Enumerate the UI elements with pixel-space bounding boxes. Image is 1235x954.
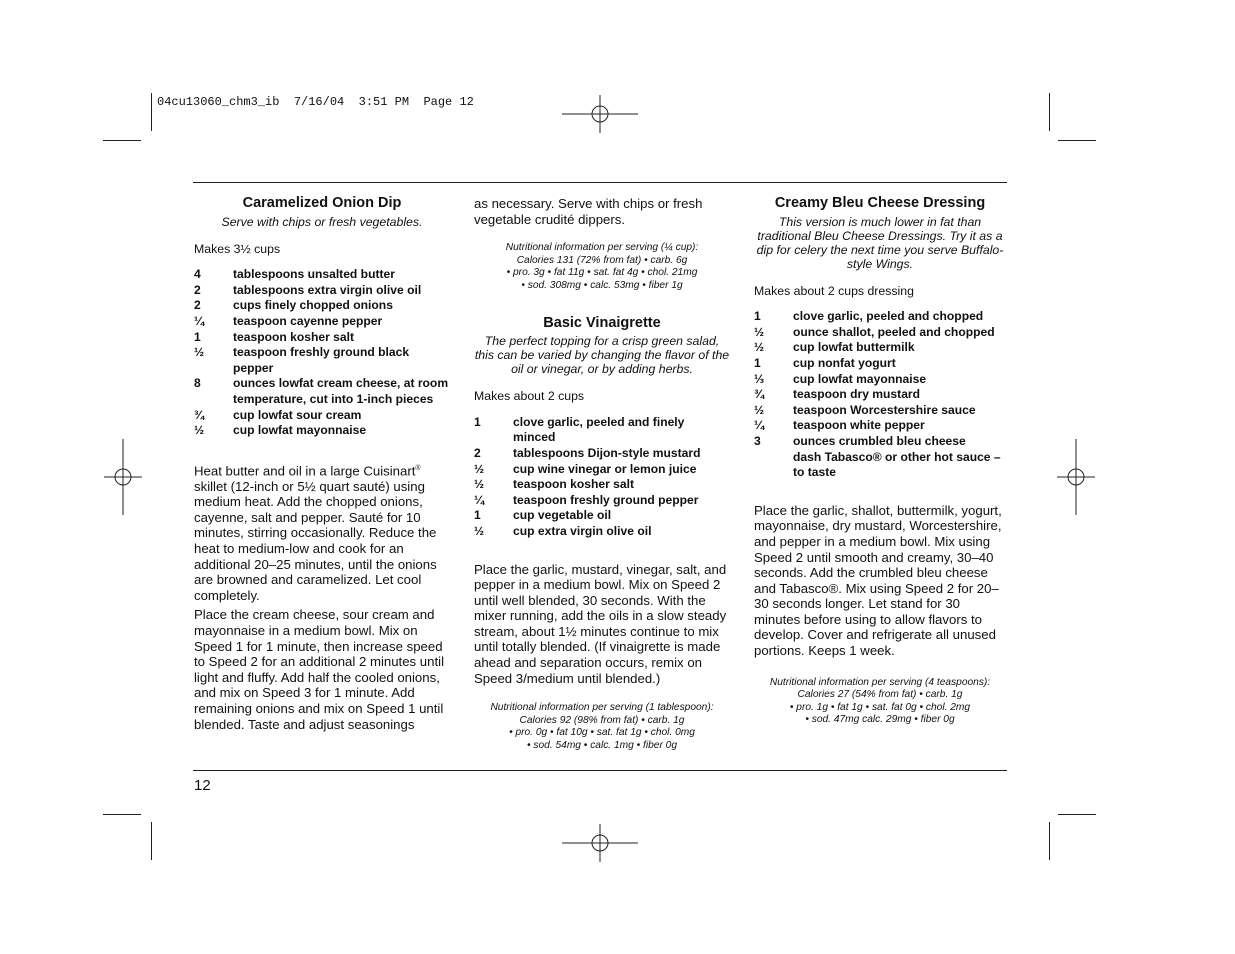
ingredient-quantity: 1 — [474, 414, 481, 429]
crop-mark — [103, 140, 141, 141]
ingredient-quantity: 1 — [194, 329, 201, 344]
ingredient-quantity: 1 — [754, 355, 761, 370]
column-3 — [754, 196, 1006, 727]
ingredient-text: ounces crumbled bleu cheese — [793, 433, 966, 448]
recipe-step: Place the garlic, mustard, vinegar, salt, and pepper in a medium bowl. Mix on Speed 2 until well blended, 30 seconds. With the mixer running, add the oils in a slow steady stream, about 1½ minutes continue to mix until totally blended. (If vinaigrette is made ahead and separation occurs, remix on Speed 3/medium until blended.) — [474, 561, 727, 686]
ingredient-quantity: ¾ — [194, 407, 205, 422]
nutrition-line: Nutritional information per serving (¼ cup): — [505, 242, 699, 254]
recipe-yield: Makes about 2 cups dressing — [754, 283, 914, 298]
column-2 — [474, 196, 730, 753]
recipe-title: Caramelized Onion Dip — [242, 195, 402, 211]
ingredient-text: teaspoon freshly ground black pepper — [233, 345, 410, 375]
nutrition-line: Nutritional information per serving (1 tablespoon): — [490, 702, 714, 714]
ingredient-item — [474, 524, 730, 540]
registration-mark-top — [562, 95, 638, 133]
ingredient-text: cup lowfat mayonnaise — [233, 423, 367, 438]
nutrition-line: • sod. 47mg calc. 29mg • fiber 0g — [805, 714, 955, 726]
ingredient-quantity: ½ — [194, 345, 205, 360]
ingredient-quantity: ½ — [194, 423, 205, 438]
recipe-intro: The perfect topping for a crisp green salad, this can be varied by changing the flavor of the oil or vinegar, or by adding herbs. — [474, 334, 730, 377]
nutrition-line: Calories 131 (72% from fat) • carb. 6g — [516, 254, 688, 266]
ingredient-item — [194, 423, 450, 439]
crop-mark — [151, 93, 152, 131]
page-number: 12 — [194, 777, 211, 794]
ingredient-item — [194, 283, 450, 299]
ingredient-quantity: ½ — [474, 477, 485, 492]
ingredient-text: teaspoon Worcestershire sauce — [793, 402, 976, 417]
ingredient-list — [474, 415, 730, 540]
ingredient-text: cup vegetable oil — [513, 508, 612, 523]
ingredient-text: teaspoon cayenne pepper — [233, 313, 383, 328]
ingredient-text: cup lowfat buttermilk — [793, 340, 915, 355]
nutrition-info — [754, 677, 1006, 727]
ingredient-text: cup lowfat mayonnaise — [793, 371, 927, 386]
nutrition-line: • sod. 54mg • calc. 1mg • fiber 0g — [527, 740, 677, 752]
ingredient-item — [754, 434, 1006, 450]
recipe-yield: Makes 3½ cups — [194, 241, 281, 256]
ingredient-text: ounce shallot, peeled and chopped — [793, 324, 995, 339]
ingredient-quantity: ½ — [474, 523, 485, 538]
ingredient-item — [754, 372, 1006, 388]
ingredient-item — [194, 330, 450, 346]
printer-slug: 04cu13060_chm3_ib 7/16/04 3:51 PM Page 12 — [157, 95, 474, 109]
crop-mark — [1058, 814, 1096, 815]
ingredient-quantity: ¾ — [754, 387, 765, 402]
ingredient-text: tablespoons extra virgin olive oil — [233, 282, 422, 297]
ingredient-text: tablespoons unsalted butter — [233, 267, 395, 282]
ingredient-text: dash Tabasco® or other hot sauce – to taste — [793, 449, 1001, 480]
ingredient-text: teaspoon dry mustard — [793, 387, 921, 402]
crop-mark — [1058, 140, 1096, 141]
ingredient-quantity: ½ — [754, 324, 765, 339]
registration-mark-bottom — [562, 824, 638, 862]
column-1 — [194, 196, 450, 736]
ingredient-item — [754, 387, 1006, 403]
recipe-title: Creamy Bleu Cheese Dressing — [774, 195, 986, 211]
nutrition-line: Calories 27 (54% from fat) • carb. 1g — [797, 689, 963, 701]
ingredient-text: teaspoon kosher salt — [513, 477, 634, 492]
ingredient-item — [474, 462, 730, 478]
ingredient-item — [474, 415, 730, 446]
nutrition-info — [474, 242, 730, 292]
recipe-step: Heat butter and oil in a large Cuisinart® skillet (12-inch or 5½ quart sauté) using medium heat. Add the chopped onions, cayenne, salt and pepper. Sauté for 10 minutes, stirring occasionally. Reduce the heat to medium-low and cook for an additional 20–25 minutes, until the onions are browned and caramelized. Let cool completely. — [194, 463, 437, 603]
nutrition-info — [474, 702, 730, 752]
ingredient-quantity: ⅓ — [754, 371, 765, 386]
ingredient-quantity: 1 — [474, 508, 481, 523]
ingredient-item — [194, 408, 450, 424]
nutrition-line: • pro. 3g • fat 11g • sat. fat 4g • chol. 21mg — [506, 267, 698, 279]
ingredient-quantity — [754, 450, 793, 481]
ingredient-text: tablespoons Dijon-style mustard — [513, 445, 701, 460]
ingredient-quantity: 2 — [194, 282, 201, 297]
ingredient-text: clove garlic, peeled and chopped — [793, 309, 984, 324]
registration-mark-right — [1057, 439, 1095, 515]
ingredient-text: clove garlic, peeled and finely minced — [513, 414, 685, 445]
recipe-step: Place the cream cheese, sour cream and mayonnaise in a medium bowl. Mix on Speed 1 for 1 minute, then increase speed to Speed 2 for an additional 2 minutes until light and fluffy. Add half the cooled onions, and mix on Speed 3 for 1 minute. Add remaining onions and mix on Speed 1 until blended. Taste and adjust seasonings — [194, 607, 444, 732]
recipe-step-continued: as necessary. Serve with chips or fresh vegetable crudité dippers. — [474, 196, 703, 227]
ingredient-item — [194, 376, 450, 407]
crop-mark — [1049, 822, 1050, 860]
ingredient-quantity: 8 — [194, 376, 201, 391]
nutrition-line: • pro. 1g • fat 1g • sat. fat 0g • chol. 2mg — [789, 701, 971, 713]
ingredient-item — [754, 356, 1006, 372]
ingredient-text: cup nonfat yogurt — [793, 355, 896, 370]
ingredient-quantity: ¼ — [194, 313, 205, 328]
ingredient-quantity: ½ — [474, 461, 485, 476]
ingredient-quantity: ½ — [754, 340, 765, 355]
ingredient-quantity: 4 — [194, 267, 201, 282]
ingredient-item — [754, 450, 1006, 481]
crop-mark — [151, 822, 152, 860]
ingredient-quantity: ½ — [754, 402, 765, 417]
ingredient-text: teaspoon white pepper — [793, 418, 925, 433]
crop-mark — [103, 814, 141, 815]
ingredient-item — [754, 325, 1006, 341]
ingredient-text: cup wine vinegar or lemon juice — [513, 461, 697, 476]
ingredient-item — [194, 267, 450, 283]
ingredient-quantity: ¼ — [754, 418, 765, 433]
ingredient-item — [474, 508, 730, 524]
recipe-title: Basic Vinaigrette — [543, 314, 661, 331]
ingredient-quantity: ¼ — [474, 492, 485, 507]
ingredient-quantity: 2 — [474, 445, 481, 460]
recipe-intro: This version is much lower in fat than traditional Bleu Cheese Dressings. Try it as a dip for celery the next time you serve Buffalo-style Wings. — [756, 214, 1004, 271]
ingredient-item — [754, 340, 1006, 356]
ingredient-item — [194, 298, 450, 314]
registration-mark-left — [104, 439, 142, 515]
ingredient-item — [754, 309, 1006, 325]
ingredient-text: teaspoon kosher salt — [233, 329, 354, 344]
ingredient-quantity: 2 — [194, 298, 201, 313]
ingredient-item — [754, 418, 1006, 434]
ingredient-quantity: 3 — [754, 433, 761, 448]
crop-mark — [1049, 93, 1050, 131]
ingredient-text: teaspoon freshly ground pepper — [513, 492, 699, 507]
nutrition-line: Calories 92 (98% from fat) • carb. 1g — [519, 714, 685, 726]
recipe-yield: Makes about 2 cups — [474, 389, 585, 404]
top-rule — [193, 182, 1007, 183]
ingredient-quantity: 1 — [754, 309, 761, 324]
ingredient-text: cups finely chopped onions — [233, 298, 393, 313]
nutrition-line: • pro. 0g • fat 10g • sat. fat 1g • chol. 0mg — [509, 727, 695, 739]
ingredient-item — [194, 314, 450, 330]
nutrition-line: • sod. 308mg • calc. 53mg • fiber 1g — [521, 279, 683, 291]
ingredient-item — [474, 477, 730, 493]
ingredient-list — [194, 267, 450, 439]
ingredient-text: ounces lowfat cream cheese, at room temperature, cut into 1-inch pieces — [233, 376, 449, 406]
ingredient-item — [474, 446, 730, 462]
ingredient-list — [754, 309, 1006, 481]
ingredient-item — [754, 403, 1006, 419]
ingredient-text: cup extra virgin olive oil — [513, 523, 652, 538]
ingredient-text: cup lowfat sour cream — [233, 407, 362, 422]
nutrition-line: Nutritional information per serving (4 teaspoons): — [769, 676, 991, 688]
recipe-step: Place the garlic, shallot, buttermilk, yogurt, mayonnaise, dry mustard, Worcestershire, and pepper in a medium bowl. Mix using Speed 2 until smooth and creamy, 30–40 seconds. Add the crumbled bleu cheese and Tabasco®. Mix using Speed 2 for 20–30 seconds longer. Let stand for 30 minutes before using to allow flavors to develop. Cover and refrigerate all unused portions. Keeps 1 week. — [754, 502, 1002, 659]
ingredient-item — [474, 493, 730, 509]
ingredient-item — [194, 345, 450, 376]
recipe-intro: Serve with chips or fresh vegetables. — [221, 214, 423, 229]
bottom-rule — [193, 770, 1007, 771]
